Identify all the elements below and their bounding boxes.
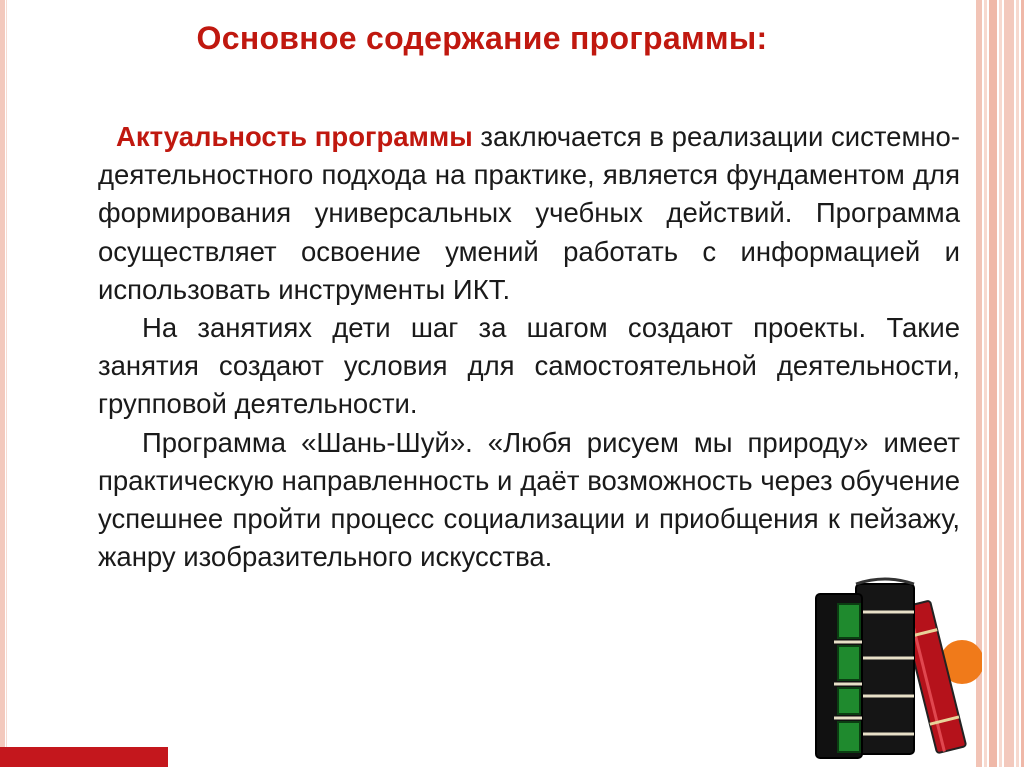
right-border-stripes — [976, 0, 1024, 767]
slide-title: Основное содержание программы: — [196, 20, 768, 56]
books-icon — [812, 572, 982, 762]
bottom-accent-bar — [0, 747, 168, 767]
paragraph-projects: На занятиях дети шаг за шагом создают проекты. Такие занятия создают условия для самостоятельной деятельности, групповой деятельности. — [98, 312, 960, 420]
paragraph-program: Программа «Шань-Шуй». «Любя рисуем мы природу» имеет практическую направленность и даёт возможность через обучение успешнее пройти процесс социализации и приобщения к пейзажу, жанру изобразительного искусства. — [98, 426, 960, 573]
slide-body — [98, 118, 960, 576]
paragraph-1-text: заключается в реализации системно-деятельностного подхода на практике, является фундаментом для формирования универсальных учебных действий. Программа осуществляет освоение умений работать с информацией и использовать инструменты ИКТ. — [98, 121, 960, 305]
paragraph-relevance — [98, 118, 960, 309]
relevance-heading: Актуальность программы — [116, 121, 473, 152]
left-border-line — [6, 0, 7, 767]
left-border-stripe — [0, 0, 5, 767]
